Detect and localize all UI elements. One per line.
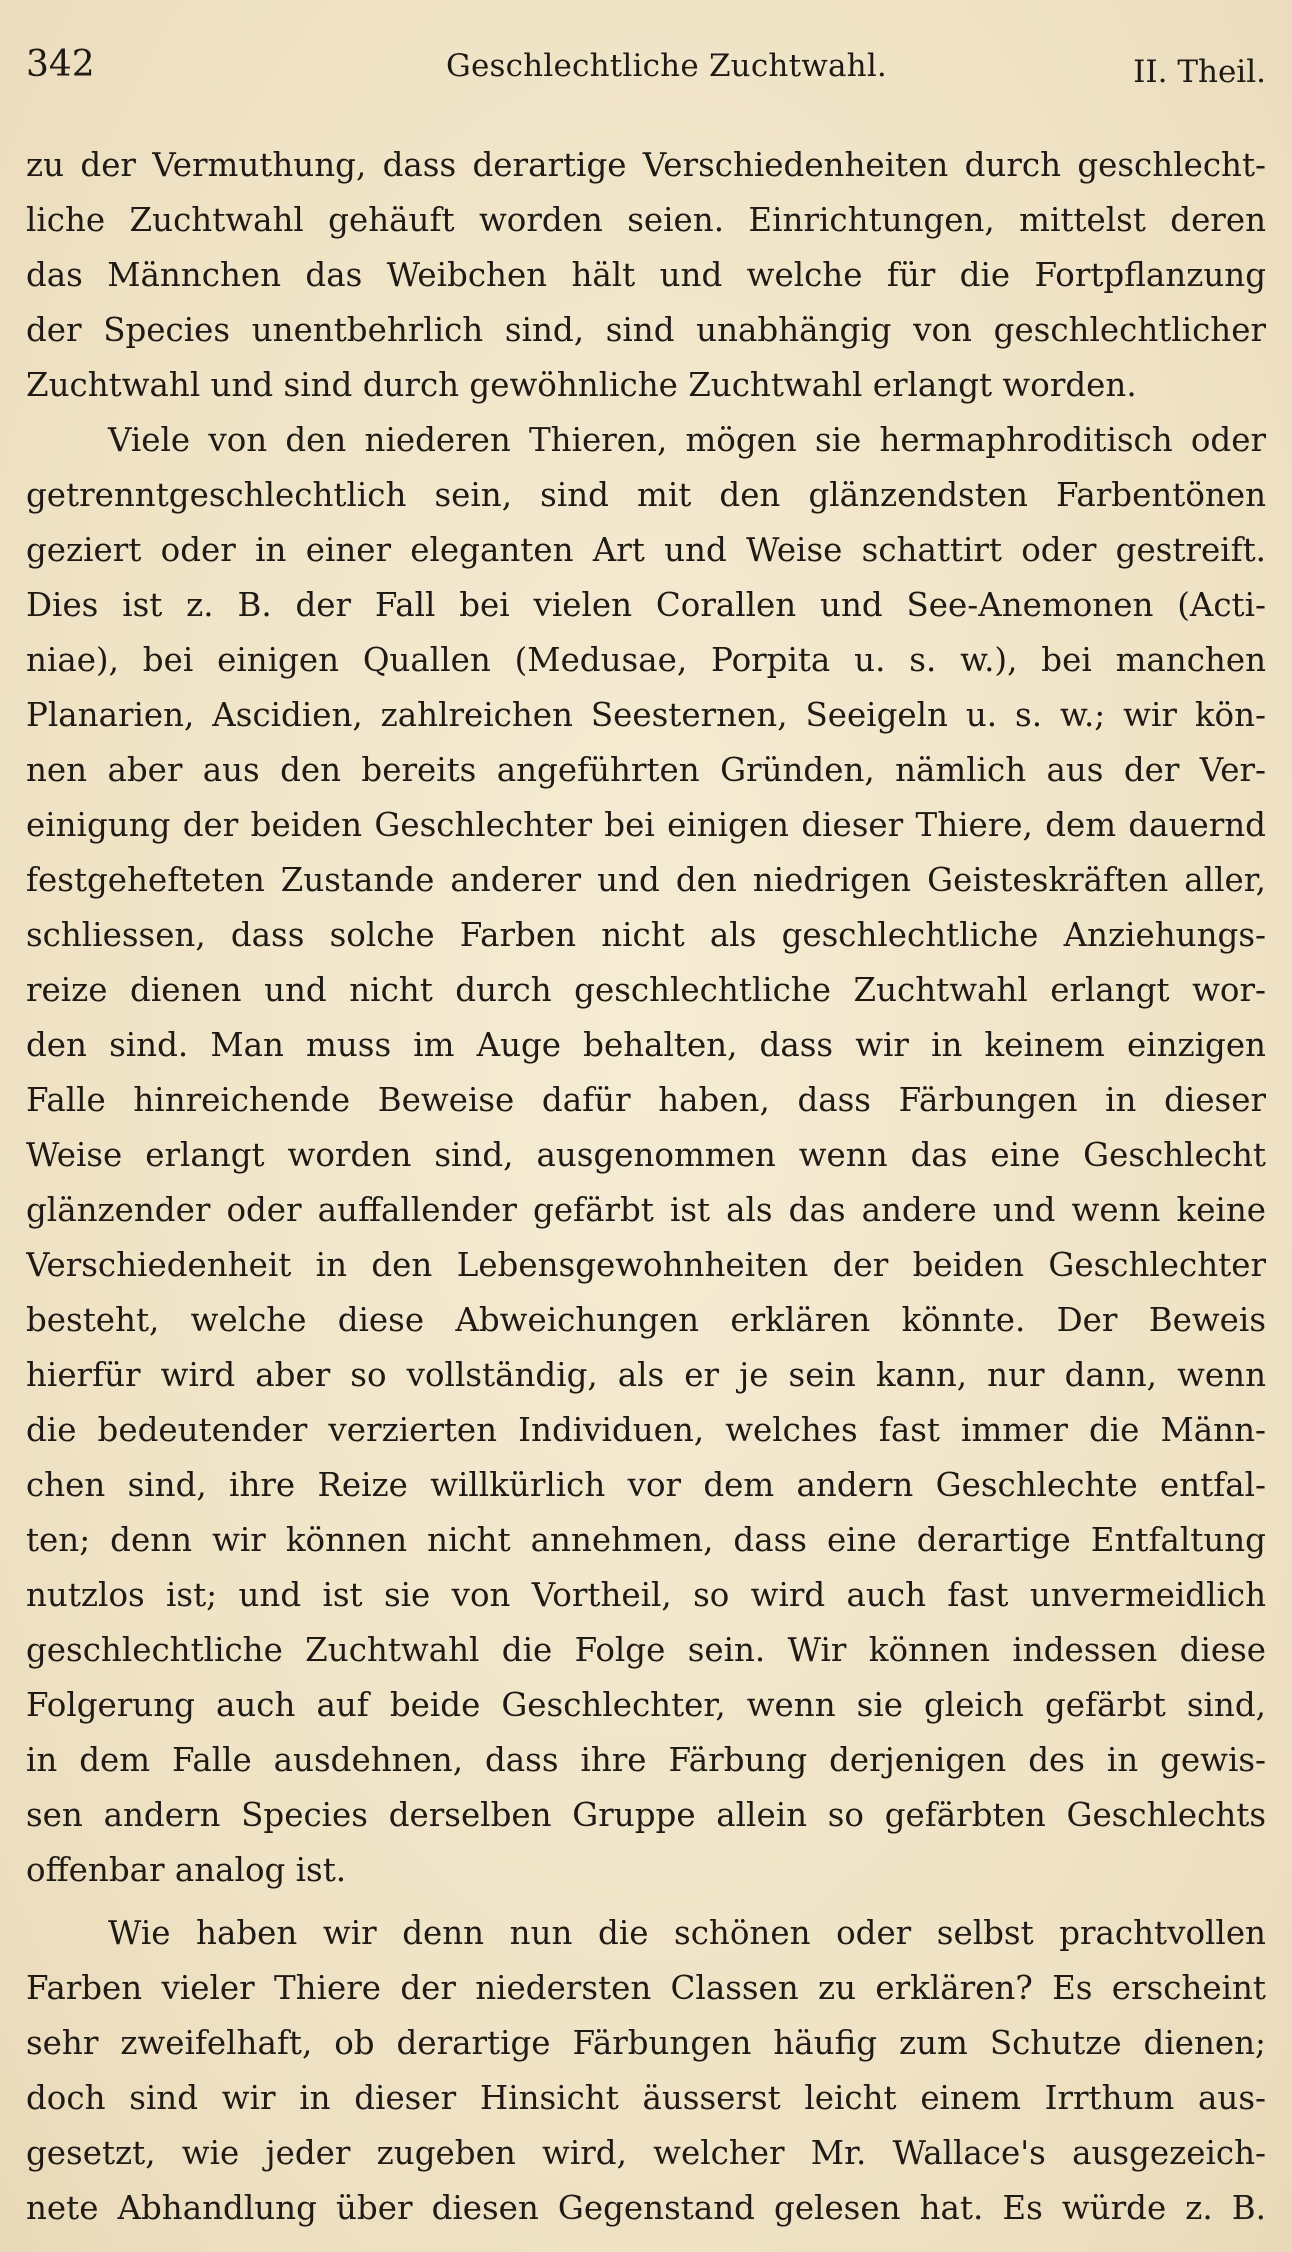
text-line: Dies ist z. B. der Fall bei vielen Corallen und See-Anemonen (Acti-: [26, 586, 1266, 624]
text-line: geziert oder in einer eleganten Art und Weise schattirt oder gestreift.: [26, 531, 1266, 569]
text-line: offenbar analog ist.: [26, 1851, 347, 1889]
text-line: glänzender oder auffallender gefärbt ist als das andere und wenn keine: [26, 1191, 1266, 1229]
text-line: liche Zuchtwahl gehäuft worden seien. Einrichtungen, mittelst deren: [26, 201, 1266, 239]
text-line: besteht, welche diese Abweichungen erklären könnte. Der Beweis: [26, 1301, 1266, 1339]
paragraph-1: [26, 138, 1266, 413]
text-line: Folgerung auch auf beide Geschlechter, wenn sie gleich gefärbt sind,: [26, 1686, 1266, 1724]
text-line: hierfür wird aber so vollständig, als er je sein kann, nur dann, wenn: [26, 1356, 1266, 1394]
text-line: nete Abhandlung über diesen Gegenstand gelesen hat. Es würde z. B.: [26, 2189, 1266, 2227]
text-line: Weise erlangt worden sind, ausgenommen wenn das eine Geschlecht: [26, 1136, 1266, 1174]
text-line: nutzlos ist; und ist sie von Vortheil, so wird auch fast unvermeidlich: [26, 1576, 1266, 1614]
text-line: einigung der beiden Geschlechter bei einigen dieser Thiere, dem dauernd: [26, 806, 1266, 844]
text-line: sen andern Species derselben Gruppe allein so gefärbten Geschlechts: [26, 1796, 1266, 1834]
text-line: Planarien, Ascidien, zahlreichen Seesternen, Seeigeln u. s. w.; wir kön-: [26, 696, 1266, 734]
text-line: zu der Vermuthung, dass derartige Verschiedenheiten durch geschlecht-: [26, 146, 1266, 184]
part-label: II. Theil.: [1133, 54, 1266, 90]
page-header: [26, 44, 1266, 100]
text-line: Farben vieler Thiere der niedersten Classen zu erklären? Es erscheint: [26, 1969, 1266, 2007]
paragraph-3: [26, 1906, 1266, 2236]
text-line: die bedeutender verzierten Individuen, welches fast immer die Männ-: [26, 1411, 1266, 1449]
text-line: Zuchtwahl und sind durch gewöhnliche Zuchtwahl erlangt worden.: [26, 366, 1137, 404]
page-number: 342: [26, 44, 95, 85]
text-line: festgehefteten Zustande anderer und den niedrigen Geisteskräften aller,: [26, 861, 1266, 899]
text-line: Wie haben wir denn nun die schönen oder selbst prachtvollen: [108, 1914, 1266, 1952]
text-line: sehr zweifelhaft, ob derartige Färbungen häufig zum Schutze dienen;: [26, 2024, 1266, 2062]
text-line: geschlechtliche Zuchtwahl die Folge sein. Wir können indessen diese: [26, 1631, 1266, 1669]
text-line: chen sind, ihre Reize willkürlich vor dem andern Geschlechte entfal-: [26, 1466, 1266, 1504]
text-line: nen aber aus den bereits angeführten Gründen, nämlich aus der Ver-: [26, 751, 1266, 789]
running-title: Geschlechtliche Zuchtwahl.: [446, 48, 887, 84]
text-line: doch sind wir in dieser Hinsicht äusserst leicht einem Irrthum aus-: [26, 2079, 1266, 2117]
text-line: der Species unentbehrlich sind, sind unabhängig von geschlechtlicher: [26, 311, 1266, 349]
text-line: getrenntgeschlechtlich sein, sind mit den glänzendsten Farbentönen: [26, 476, 1266, 514]
text-line: gesetzt, wie jeder zugeben wird, welcher Mr. Wallace's ausgezeich-: [26, 2134, 1266, 2172]
text-line: das Männchen das Weibchen hält und welche für die Fortpflanzung: [26, 256, 1266, 294]
text-line: niae), bei einigen Quallen (Medusae, Porpita u. s. w.), bei manchen: [26, 641, 1266, 679]
paragraph-2: [26, 413, 1266, 1898]
paragraph-gap: [26, 1898, 1266, 1906]
text-line: schliessen, dass solche Farben nicht als geschlechtliche Anziehungs-: [26, 916, 1266, 954]
text-line: Viele von den niederen Thieren, mögen sie hermaphroditisch oder: [108, 421, 1266, 459]
text-line: Falle hinreichende Beweise dafür haben, dass Färbungen in dieser: [26, 1081, 1266, 1119]
body-text: [26, 138, 1266, 2236]
text-line: reize dienen und nicht durch geschlechtliche Zuchtwahl erlangt wor-: [26, 971, 1266, 1009]
text-line: Verschiedenheit in den Lebensgewohnheiten der beiden Geschlechter: [26, 1246, 1266, 1284]
text-line: in dem Falle ausdehnen, dass ihre Färbung derjenigen des in gewis-: [26, 1741, 1266, 1779]
text-line: ten; denn wir können nicht annehmen, dass eine derartige Entfaltung: [26, 1521, 1266, 1559]
text-line: den sind. Man muss im Auge behalten, dass wir in keinem einzigen: [26, 1026, 1266, 1064]
